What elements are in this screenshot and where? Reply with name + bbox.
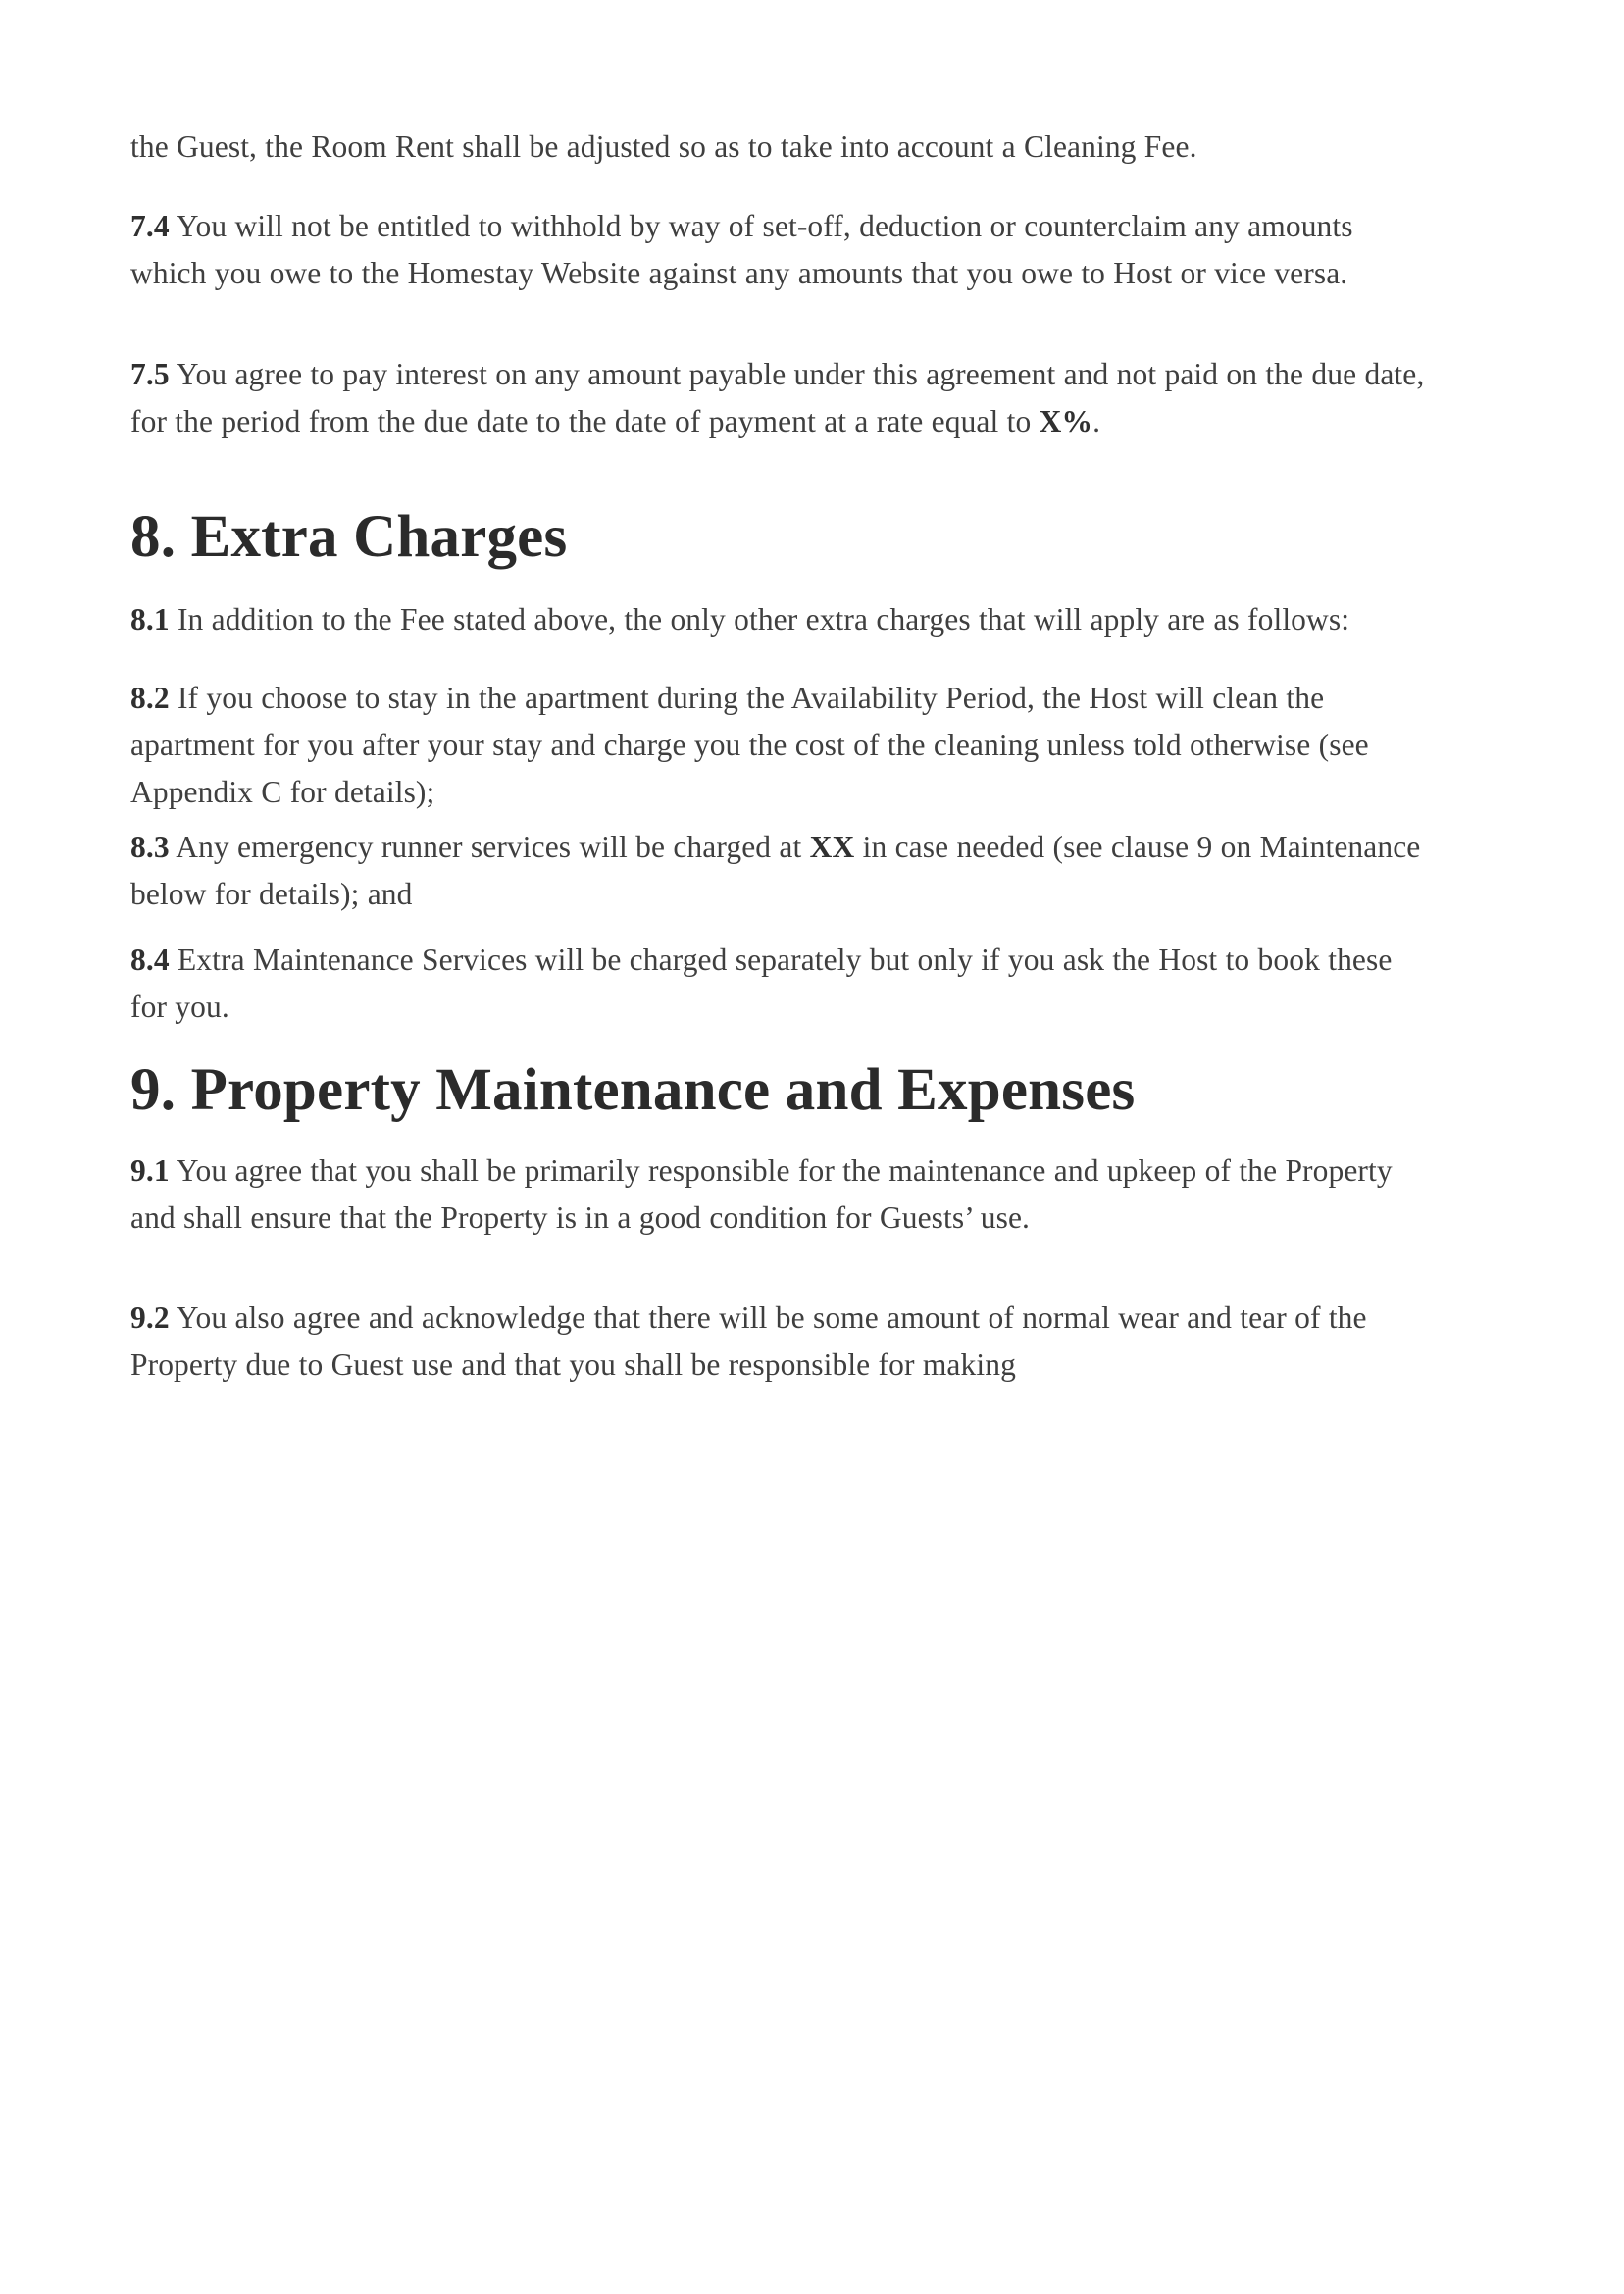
- clause-number: 9.1: [130, 1153, 170, 1188]
- clause-paragraph: [130, 203, 1435, 297]
- paragraph-text: the Guest, the Room Rent shall be adjusted so as to take into account a Cleaning Fee.: [130, 129, 1197, 164]
- clause-body: If you choose to stay in the apartment during the Availability Period, the Host will clean the apartment for you after your stay and charge you the cost of the cleaning unless told otherwise (see Appendix C for details);: [130, 681, 1369, 809]
- clause-7-5: [130, 351, 1435, 445]
- clause-7-4: [130, 203, 1435, 297]
- clause-body-before: Any emergency runner services will be charged at: [176, 830, 810, 864]
- clause-8-4: [130, 937, 1435, 1031]
- clause-paragraph: [130, 1147, 1435, 1242]
- rate-placeholder: X%: [1039, 404, 1093, 438]
- clause-number: 7.4: [130, 209, 170, 243]
- clause-8-1: [130, 596, 1435, 643]
- section-heading-8: [130, 502, 1435, 573]
- clause-number: 8.4: [130, 943, 170, 977]
- heading-text: 8. Extra Charges: [130, 504, 568, 570]
- section-heading-9: [130, 1055, 1435, 1126]
- clause-8-3: [130, 824, 1435, 918]
- clause-number: 8.3: [130, 830, 170, 864]
- clause-8-2: [130, 675, 1435, 816]
- clause-paragraph: [130, 937, 1435, 1031]
- heading-text: 9. Property Maintenance and Expenses: [130, 1057, 1136, 1123]
- clause-body: In addition to the Fee stated above, the only other extra charges that will apply are as follows:: [177, 602, 1350, 637]
- paragraph-continuation: [130, 124, 1435, 171]
- clause-body: Extra Maintenance Services will be charged separately but only if you ask the Host to book these for you.: [130, 943, 1393, 1024]
- clause-9-2: [130, 1295, 1435, 1389]
- clause-number: 9.2: [130, 1300, 170, 1335]
- clause-body-after: .: [1092, 404, 1101, 438]
- amount-placeholder: XX: [809, 830, 855, 864]
- clause-number: 8.1: [130, 602, 170, 637]
- clause-paragraph: [130, 596, 1435, 643]
- clause-number: 7.5: [130, 357, 170, 391]
- clause-body: You will not be entitled to withhold by way of set-off, deduction or counterclaim any amounts which you owe to the Homestay Website against any amounts that you owe to Host or vice versa.: [130, 209, 1353, 290]
- clause-body-after: in case needed (see clause 9 on Maintenance below for details); and: [130, 830, 1421, 911]
- clause-paragraph: [130, 351, 1435, 445]
- clause-body: You agree that you shall be primarily responsible for the maintenance and upkeep of the Property and shall ensure that the Property is in a good condition for Guests’ use.: [130, 1153, 1393, 1235]
- clause-paragraph: [130, 675, 1435, 816]
- clause-body-before: You agree to pay interest on any amount payable under this agreement and not paid on the due date, for the period from the due date to the date of payment at a rate equal to: [130, 357, 1425, 438]
- clause-paragraph: [130, 824, 1435, 918]
- clause-body: You also agree and acknowledge that there will be some amount of normal wear and tear of the Property due to Guest use and that you shall be responsible for making: [130, 1300, 1367, 1382]
- clause-number: 8.2: [130, 681, 170, 715]
- clause-paragraph: [130, 1295, 1435, 1389]
- clause-9-1: [130, 1147, 1435, 1242]
